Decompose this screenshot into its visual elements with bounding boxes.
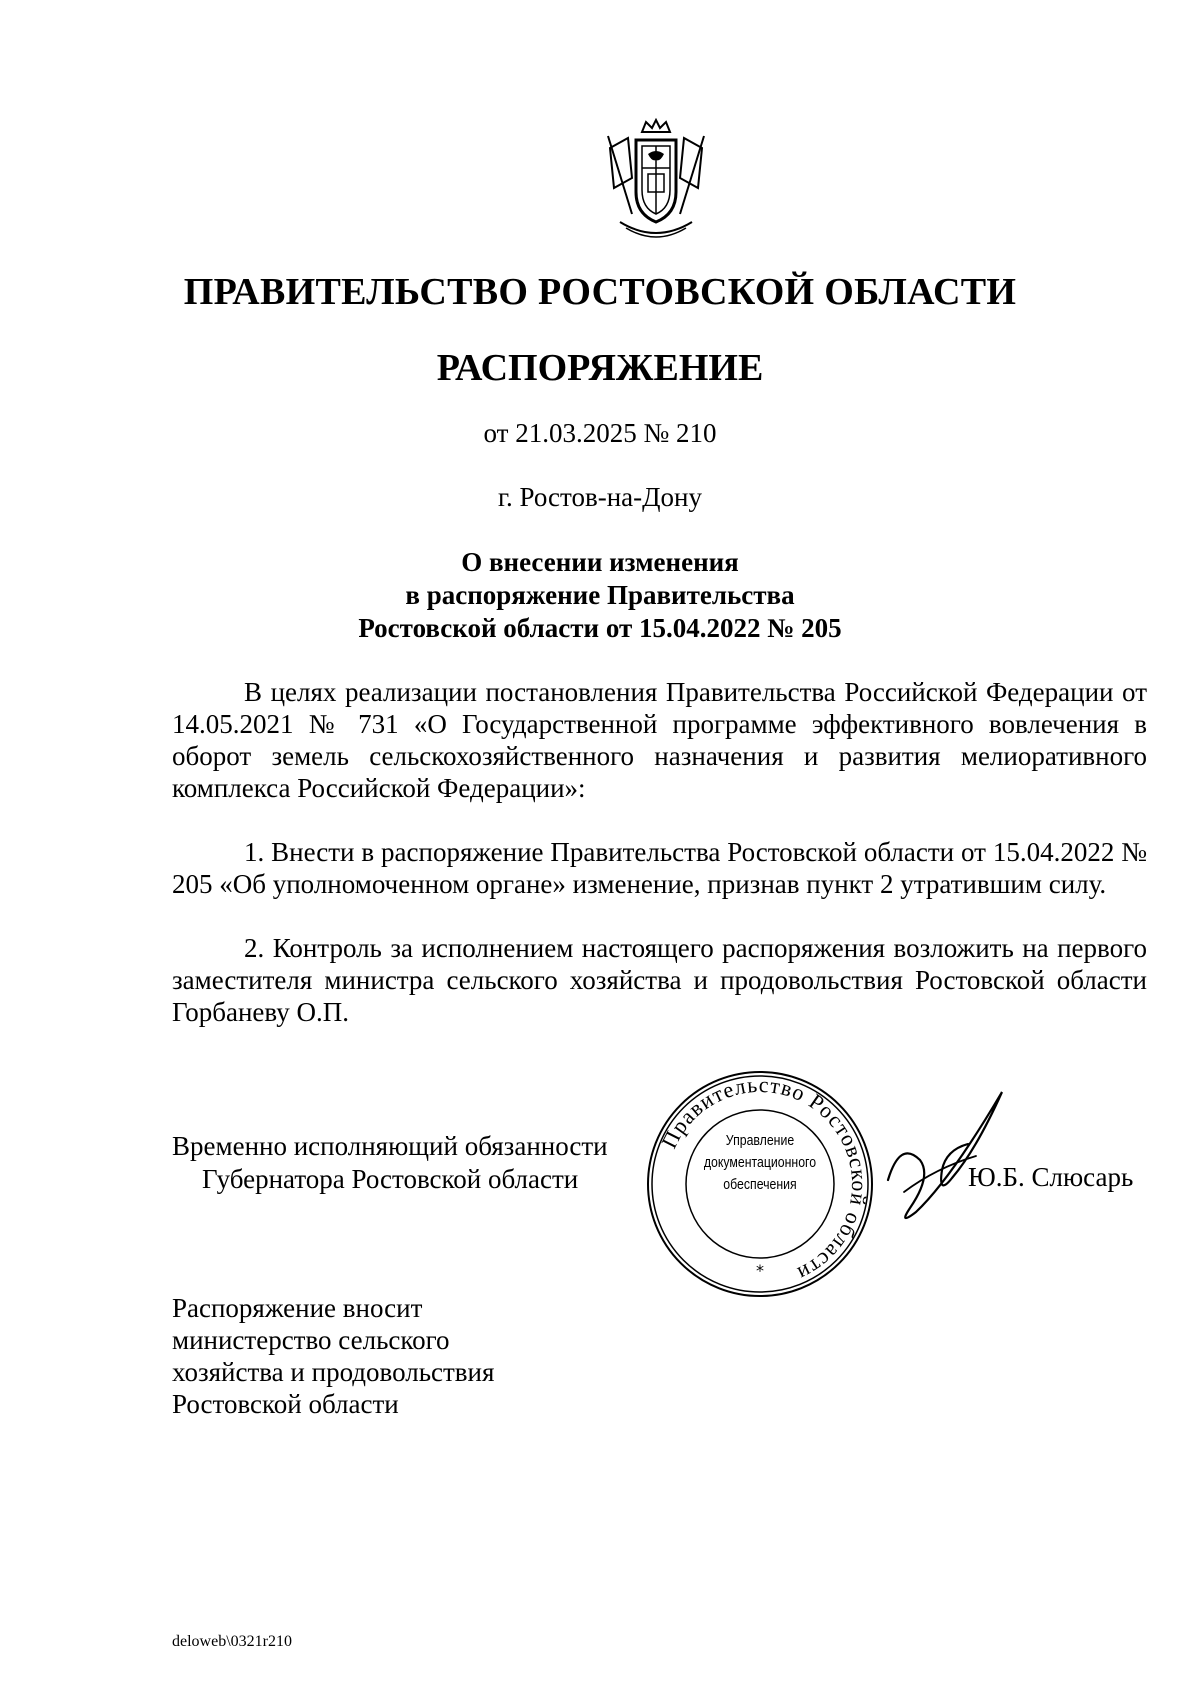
document-type: РАСПОРЯЖЕНИЕ bbox=[436, 347, 764, 389]
document-date-number: от 21.03.2025 № 210 bbox=[483, 418, 717, 448]
seal-inner-line: документационного bbox=[703, 1154, 817, 1171]
file-id: deloweb\0321r210 bbox=[172, 1633, 292, 1650]
government-title: ПРАВИТЕЛЬСТВО РОСТОВСКОЙ ОБЛАСТИ bbox=[183, 271, 1017, 313]
signer-position bbox=[172, 1130, 608, 1196]
coat-of-arms-icon bbox=[602, 118, 710, 242]
document-city: г. Ростов-на-Дону bbox=[497, 482, 702, 512]
submitter-line: Ростовской области bbox=[172, 1389, 399, 1419]
seal-ring-text: Правительство Ростовской области bbox=[656, 1071, 873, 1288]
seal-inner-line: обеспечения bbox=[723, 1176, 797, 1193]
order-item-1: 1. Внести в распоряжение Правительства Ростовской области от 15.04.2022 № 205 «Об уполномоченном органе» изменение, признав пункт 2 утратившим силу. bbox=[172, 837, 1147, 899]
signer-position-line: Губернатора Ростовской области bbox=[202, 1164, 579, 1194]
submitter-line: хозяйства и продовольствия bbox=[172, 1357, 495, 1387]
submitter-line: Распоряжение вносит bbox=[172, 1293, 423, 1323]
subject-line: О внесении изменения bbox=[461, 547, 739, 577]
seal-inner-text bbox=[699, 1130, 820, 1196]
preamble-paragraph: В целях реализации постановления Правительства Российской Федерации от 14.05.2021 № 731 «О Государственной программе эффективного вовлечения в оборот земель сельскохозяйственного назначения и развития мелиоративного комплекса Российской Федерации»: bbox=[172, 677, 1147, 803]
handwritten-signature-icon bbox=[880, 1080, 1010, 1230]
subject-line: в распоряжение Правительства bbox=[405, 580, 795, 610]
order-item-2: 2. Контроль за исполнением настоящего распоряжения возложить на первого заместителя министра сельского хозяйства и продовольствия Ростовской области Горбаневу О.П. bbox=[172, 933, 1147, 1027]
subject-line: Ростовской области от 15.04.2022 № 205 bbox=[358, 613, 842, 643]
seal-inner-line: Управление bbox=[725, 1132, 795, 1149]
signer-position-line: Временно исполняющий обязанности bbox=[172, 1131, 608, 1161]
seal-star: * bbox=[756, 1261, 764, 1280]
document-subject bbox=[0, 546, 1200, 645]
submitter-line: министерство сельского bbox=[172, 1325, 450, 1355]
signer-name: Ю.Б. Слюсарь bbox=[968, 1162, 1134, 1192]
submitter-block bbox=[172, 1292, 494, 1420]
